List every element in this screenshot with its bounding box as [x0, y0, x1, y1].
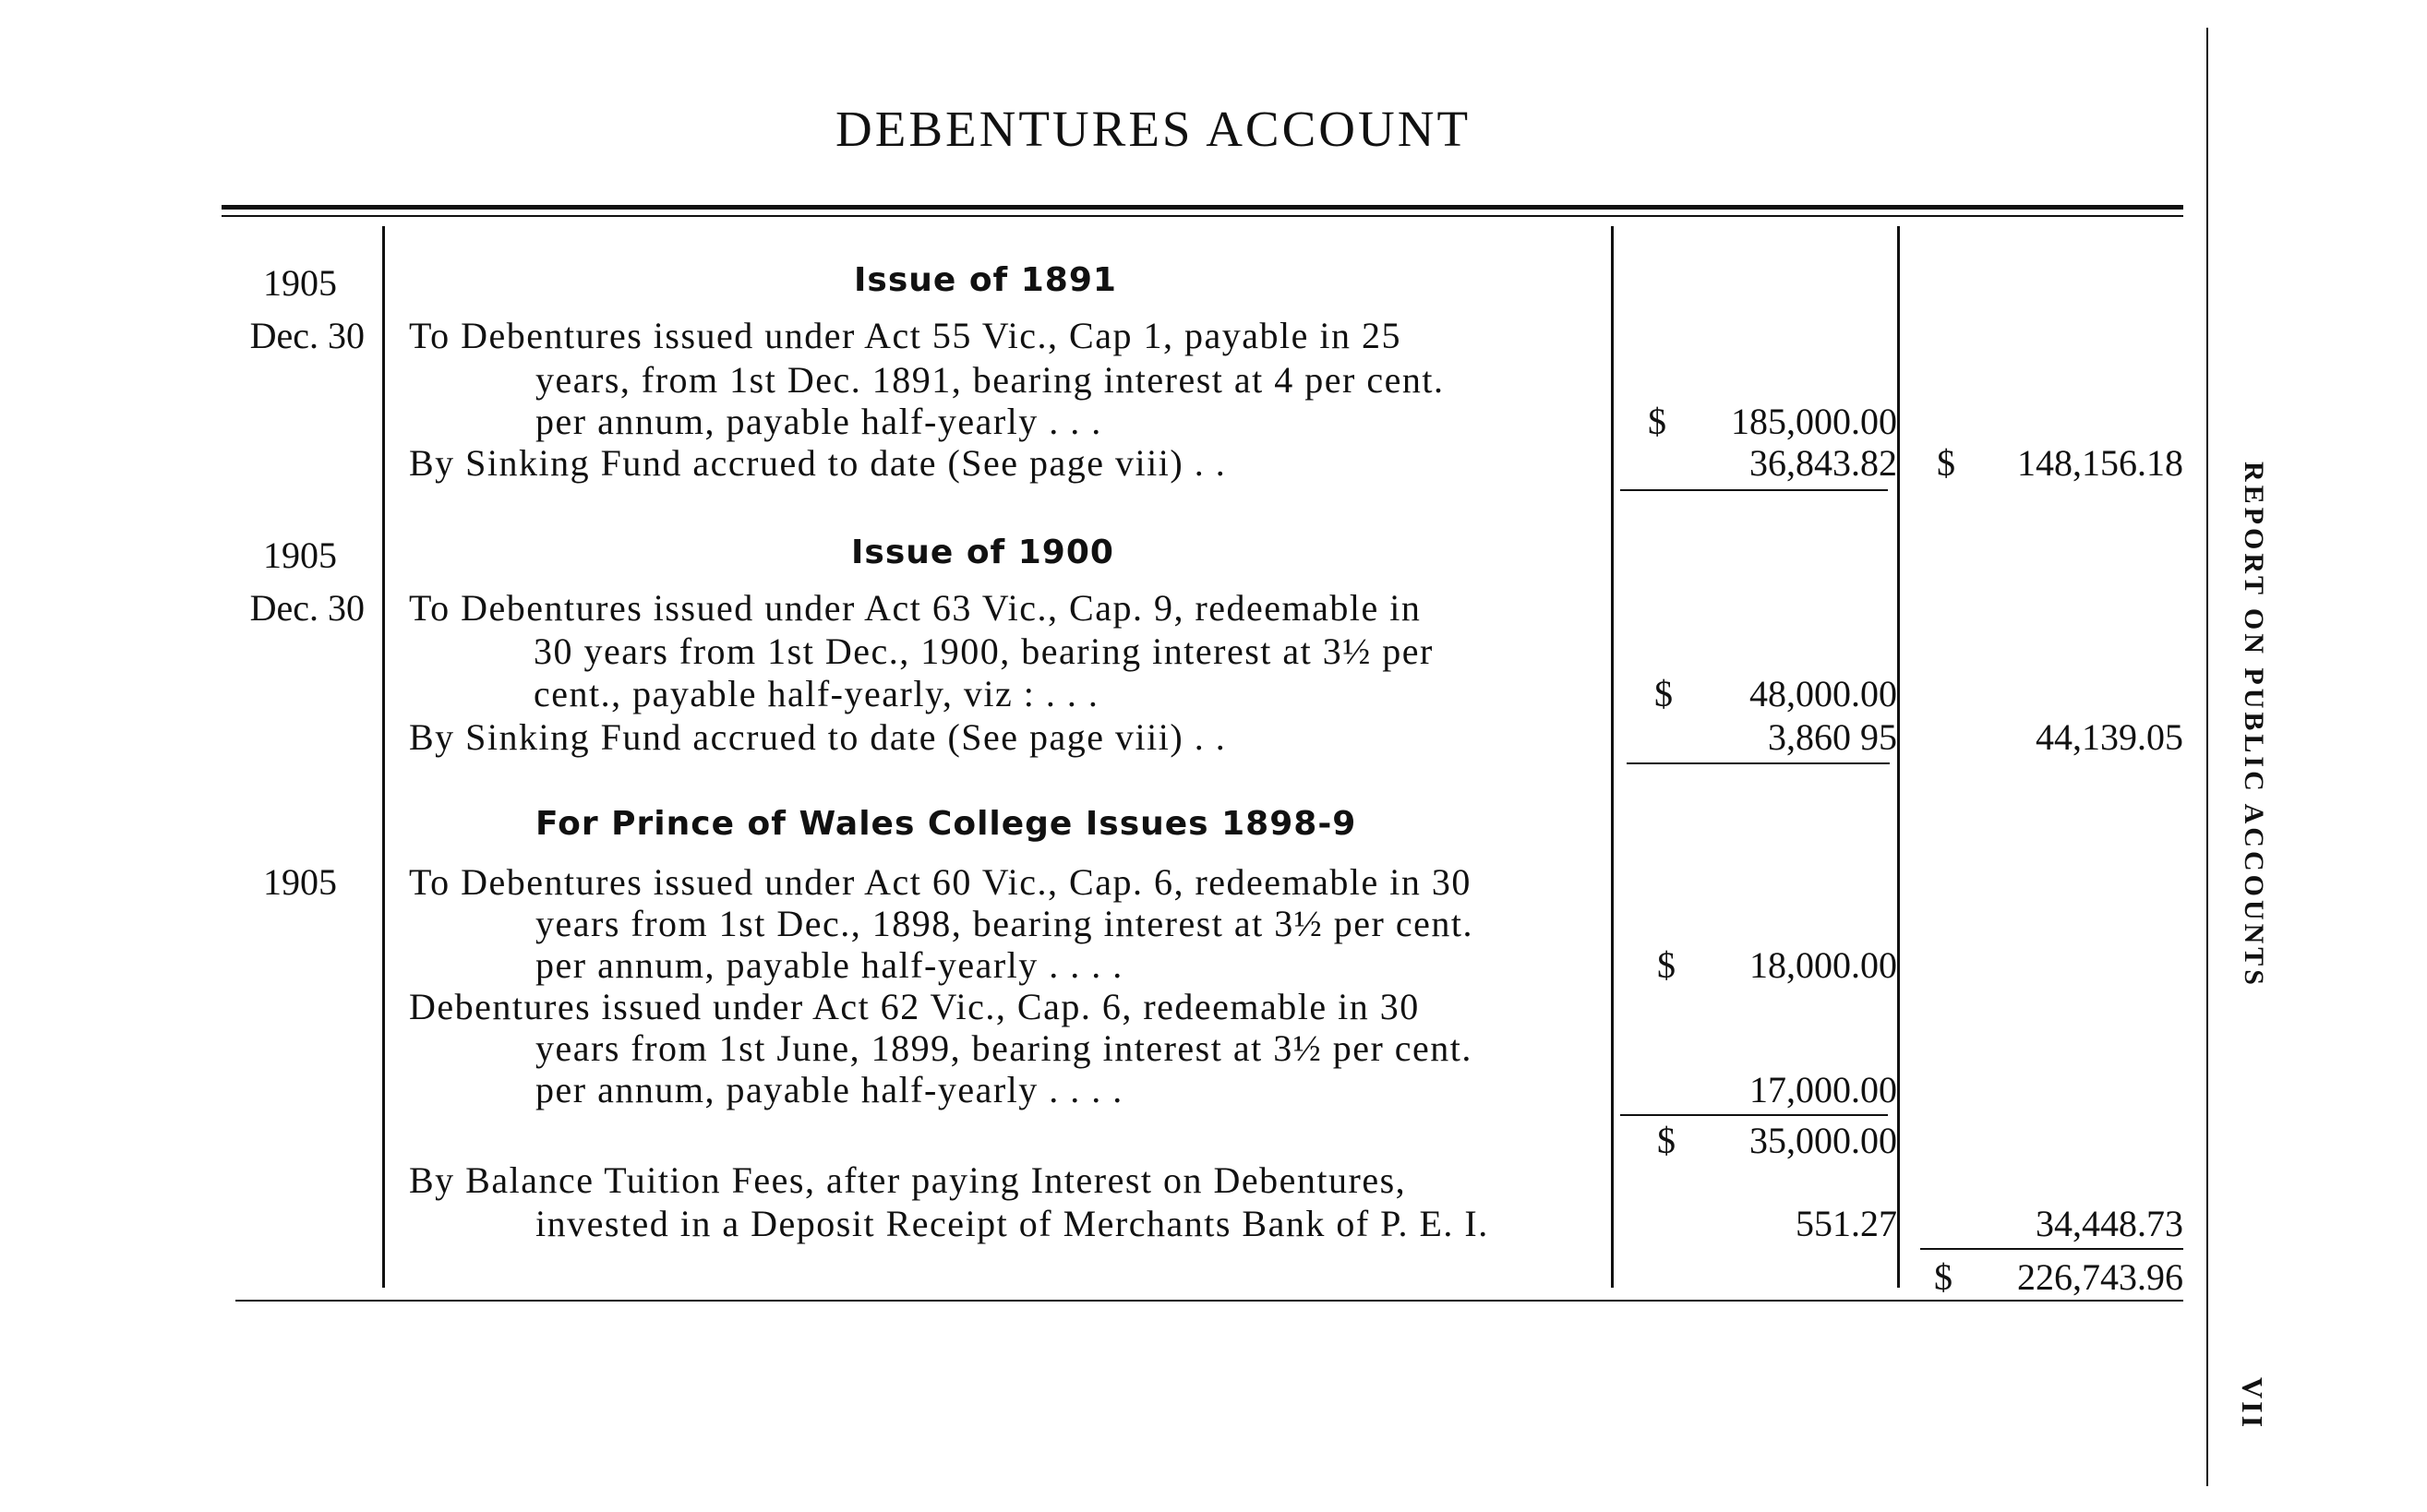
debit-amount: 17,000.00: [1749, 1069, 1897, 1110]
bottom-rule: [235, 1300, 2183, 1302]
net-amount: 34,448.73: [2036, 1203, 2183, 1244]
subtotal-rule: [1620, 1114, 1888, 1116]
entry-year: 1905: [263, 262, 337, 304]
currency-sign: $: [1937, 442, 1955, 484]
entry-year: 1905: [263, 534, 337, 576]
debit-amount: 48,000.00: [1749, 673, 1897, 714]
date-column-divider: [382, 226, 385, 1288]
entry-year: 1905: [263, 861, 337, 903]
entry-line: 30 years from 1st Dec., 1900, bearing interest at 3½ per: [534, 630, 1434, 672]
entry-line: Debentures issued under Act 62 Vic., Cap. 6, redeemable in 30: [409, 986, 1420, 1027]
total-rule: [1920, 1248, 2183, 1250]
entry-date: Dec. 30: [249, 315, 365, 356]
top-rule-thin: [222, 215, 2183, 217]
section-heading: Issue of 1891: [854, 261, 1117, 299]
side-label: REPORT ON PUBLIC ACCOUNTS: [2239, 462, 2269, 989]
credit-amount: 3,860 95: [1768, 716, 1897, 758]
entry-line: By Balance Tuition Fees, after paying Interest on Debentures,: [409, 1159, 1407, 1201]
subtotal-rule: [1620, 489, 1888, 491]
credit-amount: 551.27: [1796, 1203, 1897, 1244]
entry-line: per annum, payable half-yearly . . . .: [535, 1069, 1123, 1110]
entry-line: years from 1st Dec., 1898, bearing interest at 3½ per cent.: [535, 903, 1473, 944]
net-amount: 148,156.18: [2017, 442, 2183, 484]
currency-sign: $: [1657, 1120, 1676, 1161]
entry-line: per annum, payable half-yearly . . . .: [535, 944, 1123, 986]
section-heading: For Prince of Wales College Issues 1898-9: [535, 805, 1357, 843]
entry-line: By Sinking Fund accrued to date (See page viii) . .: [409, 442, 1227, 484]
entry-line: To Debentures issued under Act 63 Vic., Cap. 9, redeemable in: [409, 587, 1422, 629]
entry-line: cent., payable half-yearly, viz : . . .: [534, 673, 1099, 714]
entry-line: To Debentures issued under Act 60 Vic., Cap. 6, redeemable in 30: [409, 861, 1472, 903]
currency-sign: $: [1657, 944, 1676, 986]
debit-column-divider: [1611, 226, 1614, 1288]
debit-amount: 18,000.00: [1749, 944, 1897, 986]
page-edge-line: [2206, 28, 2208, 1486]
top-rule: [222, 205, 2183, 210]
page-title: DEBENTURES ACCOUNT: [835, 101, 1472, 157]
credit-column-divider: [1897, 226, 1900, 1288]
entry-date: Dec. 30: [249, 587, 365, 629]
page-number: VII: [2236, 1377, 2269, 1431]
currency-sign: $: [1934, 1256, 1952, 1298]
debit-amount: 185,000.00: [1731, 401, 1897, 442]
entry-line: To Debentures issued under Act 55 Vic., Cap 1, payable in 25: [409, 315, 1401, 356]
currency-sign: $: [1648, 401, 1666, 442]
entry-line: years from 1st June, 1899, bearing interest at 3½ per cent.: [535, 1027, 1472, 1069]
subtotal-amount: 35,000.00: [1749, 1120, 1897, 1161]
section-heading: Issue of 1900: [851, 534, 1114, 571]
net-amount: 44,139.05: [2036, 716, 2183, 758]
entry-line: per annum, payable half-yearly . . .: [535, 401, 1102, 442]
total-amount: 226,743.96: [2017, 1256, 2183, 1298]
entry-line: By Sinking Fund accrued to date (See page viii) . .: [409, 716, 1227, 758]
entry-line: invested in a Deposit Receipt of Merchants Bank of P. E. I.: [535, 1203, 1489, 1244]
subtotal-rule: [1627, 762, 1890, 764]
credit-amount: 36,843.82: [1749, 442, 1897, 484]
currency-sign: $: [1654, 673, 1673, 714]
entry-line: years, from 1st Dec. 1891, bearing interest at 4 per cent.: [535, 359, 1445, 401]
